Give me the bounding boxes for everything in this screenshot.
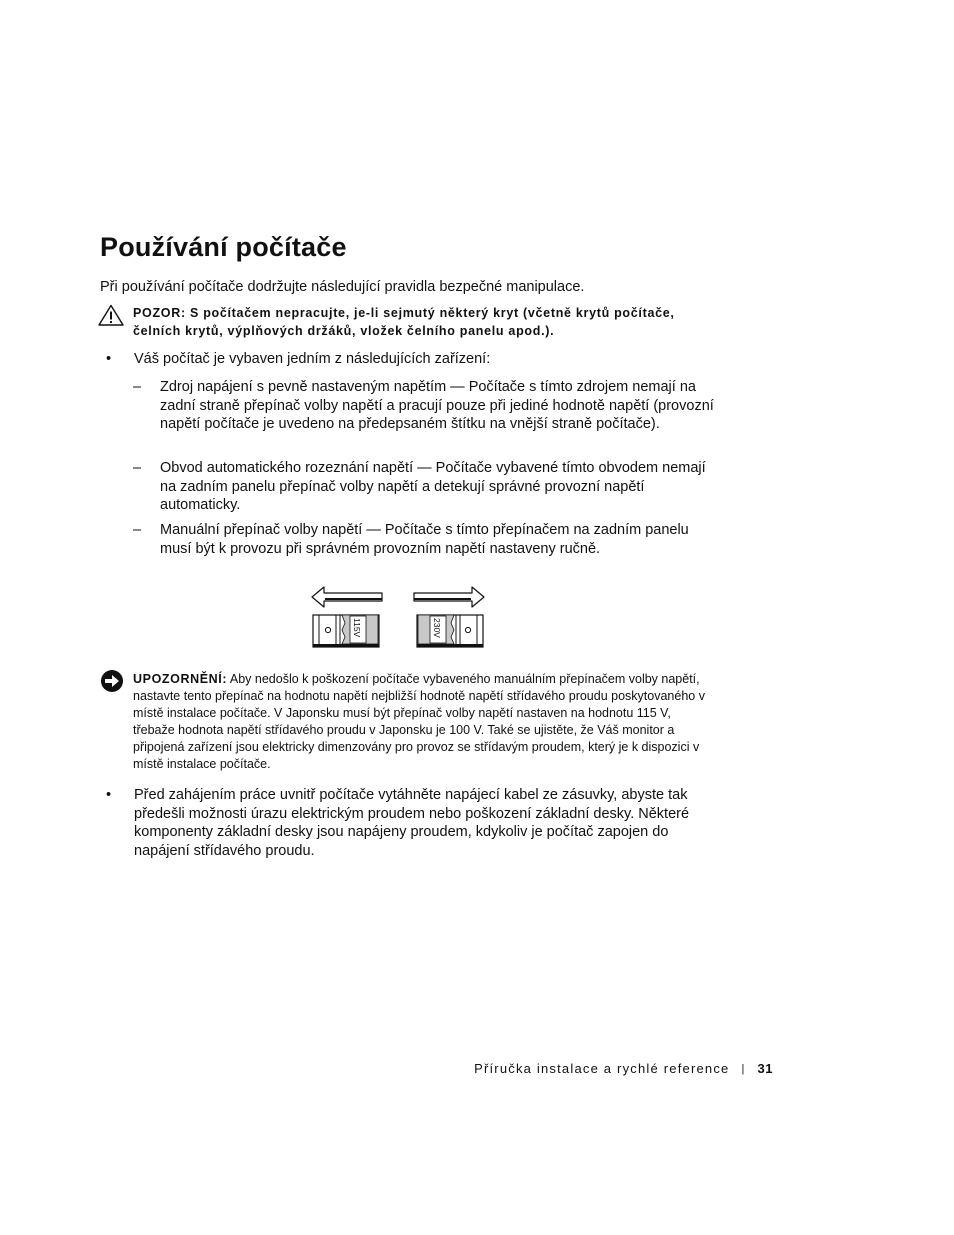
footer-title: Příručka instalace a rychlé reference: [474, 1061, 730, 1076]
page-title: Používání počítače: [100, 232, 347, 262]
intro-paragraph: Při používání počítače dodržujte následující pravidla bezpečné manipulace.: [100, 279, 585, 295]
dash-mark: –: [133, 460, 142, 476]
bullet-text: Váš počítač je vybaven jedním z následujících zařízení:: [134, 351, 491, 367]
arrow-right-icon: [414, 587, 484, 607]
dash-text: Obvod automatického rozeznání napětí — Počítače vybavené tímto obvodem nemají na zadním panelu přepínač volby napětí a detekují správné provozní napětí automaticky.: [160, 460, 706, 513]
notice-label: UPOZORNĚNÍ:: [133, 672, 228, 686]
page-number: 31: [757, 1061, 773, 1076]
dash-text: Zdroj napájení s pevně nastaveným napětím — Počítače s tímto zdrojem nemají na zadní straně přepínač volby napětí a pracují pouze při jediné hodnotě napětí (provozní napětí počítače je uvedeno na předepsaném štítku na vnější straně počítače).: [160, 379, 714, 432]
dash-mark: –: [133, 379, 142, 395]
caution-text: POZOR: S počítačem nepracujte, je-li sejmutý některý kryt (včetně krytů počítače, čelních krytů, výplňových držáků, vložek čelního panelu apod.).: [133, 306, 675, 338]
page-footer: [474, 1061, 773, 1076]
notice-body: Aby nedošlo k poškození počítače vybaveného manuálním přepínačem volby napětí, nastavte tento přepínač na hodnotu napětí nejbližší hodnotě napětí střídavého proudu poskytovaného v místě instalace počítače. V Japonsku musí být přepínač volby napětí nastaven na hodnotu 115 V, třebaže hodnota napětí střídavého proudu v Japonsku je 100 V. Také se ujistěte, že Váš monitor a připojená zařízení jsou elektricky dimenzovány pro provoz se střídavým proudem, který je k dispozici v místě instalace počítače.: [133, 672, 705, 771]
arrow-left-icon: [312, 587, 382, 607]
dash-mark: –: [133, 522, 142, 538]
bullet-text: Před zahájením práce uvnitř počítače vytáhněte napájecí kabel ze zásuvky, abyste tak předešli možnosti úrazu elektrickým proudem nebo poškození základní desky. Některé komponenty základní desky jsou napájeny proudem, kdykoliv je počítač zapojen do napájení střídavého proudu.: [134, 787, 690, 859]
dash-text: Manuální přepínač volby napětí — Počítače s tímto přepínačem na zadním panelu musí být k provozu při správném provozním napětí nastaveny ručně.: [160, 522, 689, 557]
warning-triangle-icon: [98, 304, 124, 326]
voltage-switch-figure: [310, 583, 490, 653]
bullet-mark: •: [106, 351, 112, 367]
notice-text: [133, 671, 713, 773]
bullet-mark: •: [106, 787, 112, 803]
switch-230v: [417, 615, 483, 647]
notice-circle-arrow-icon: [100, 669, 124, 693]
footer-separator: |: [741, 1063, 746, 1075]
switch-label-115v: 115V: [352, 618, 362, 638]
switch-115v: [313, 615, 379, 647]
switch-label-230v: 230V: [432, 618, 442, 638]
